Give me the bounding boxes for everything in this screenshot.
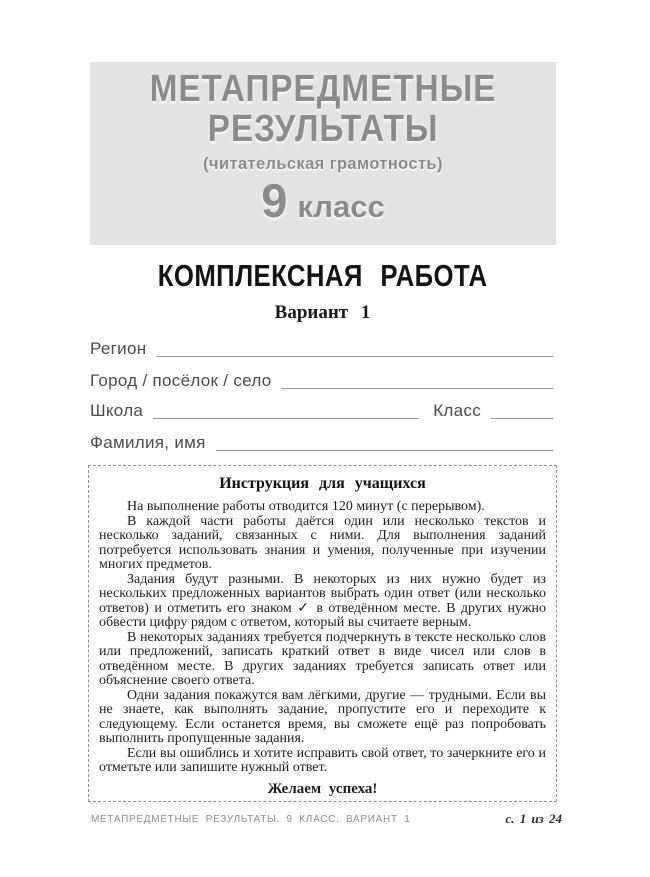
form-row-school: [90, 400, 555, 421]
instructions-title: Инструкция для учащихся: [219, 475, 426, 492]
grade-label: [90, 174, 556, 227]
footer-page-number: с. 1 из 24: [505, 811, 562, 826]
instruction-paragraph-5: Одни задания покажутся вам лёгкими, другие — трудными. Если вы не знаете, как выполнять задание, пропустите его и переходите к следующему. Если останется время, вы сможете ещё раз попробовать выполнить пропущенные задания.: [99, 687, 546, 746]
variant-label: Вариант 1: [274, 302, 371, 323]
name-field[interactable]: [216, 432, 553, 451]
form-row-region: [90, 338, 555, 359]
city-label: Город / посёлок / село: [90, 371, 272, 390]
instructions-closing: Желаем успеха!: [267, 780, 378, 797]
form-row-city: [90, 370, 555, 391]
header-banner: [90, 62, 556, 245]
class-field[interactable]: [491, 400, 553, 419]
instruction-paragraph-4: В некоторых заданиях требуется подчеркнуть в тексте несколько слов или предложений, записать краткий ответ в виде чисел или слов в отведённом месте. В других заданиях требуется записать ответ или объяснение своего ответа.: [99, 629, 546, 688]
school-label: Школа: [90, 401, 144, 420]
class-label: Класс: [433, 401, 481, 420]
region-field[interactable]: [156, 338, 553, 357]
form-row-name: [90, 432, 555, 453]
work-title-text: КОМПЛЕКСНАЯ РАБОТА: [157, 258, 488, 293]
instructions-box: [88, 465, 557, 802]
name-label: Фамилия, имя: [90, 433, 206, 452]
instruction-paragraph-2: В каждой части работы даётся один или несколько текстов и несколько заданий, связанных с ними. Для выполнения заданий потребуется использовать знания и умения, полученные при изучении многих предметов.: [99, 513, 546, 572]
grade-word: класс: [297, 189, 385, 224]
banner-title-line2: РЕЗУЛЬТАТЫ: [207, 108, 439, 150]
instruction-paragraph-6: Если вы ошиблись и хотите исправить свой ответ, то зачеркните его и отметьте или запишите нужный ответ.: [99, 745, 546, 775]
footer-running-title: МЕТАПРЕДМЕТНЫЕ РЕЗУЛЬТАТЫ. 9 КЛАСС. ВАРИАНТ 1: [91, 814, 411, 825]
banner-subtitle: (читательская грамотность): [203, 154, 443, 173]
school-field[interactable]: [153, 400, 419, 419]
instruction-paragraph-3: Задания будут разными. В некоторых из них нужно будет из нескольких предложенных вариантов выбрать один ответ (или несколько ответов) и отметить его знаком ✓ в отведённом месте. В других нужно обвести цифру рядом с ответом, который вы считаете верным.: [99, 571, 546, 630]
city-field[interactable]: [282, 370, 554, 389]
work-title: [88, 258, 557, 294]
banner-title-line1: МЕТАПРЕДМЕТНЫЕ: [149, 68, 497, 110]
region-label: Регион: [90, 339, 147, 358]
instruction-paragraph-1: На выполнение работы отводится 120 минут (с перерывом).: [127, 499, 485, 514]
grade-number: 9: [261, 174, 288, 227]
